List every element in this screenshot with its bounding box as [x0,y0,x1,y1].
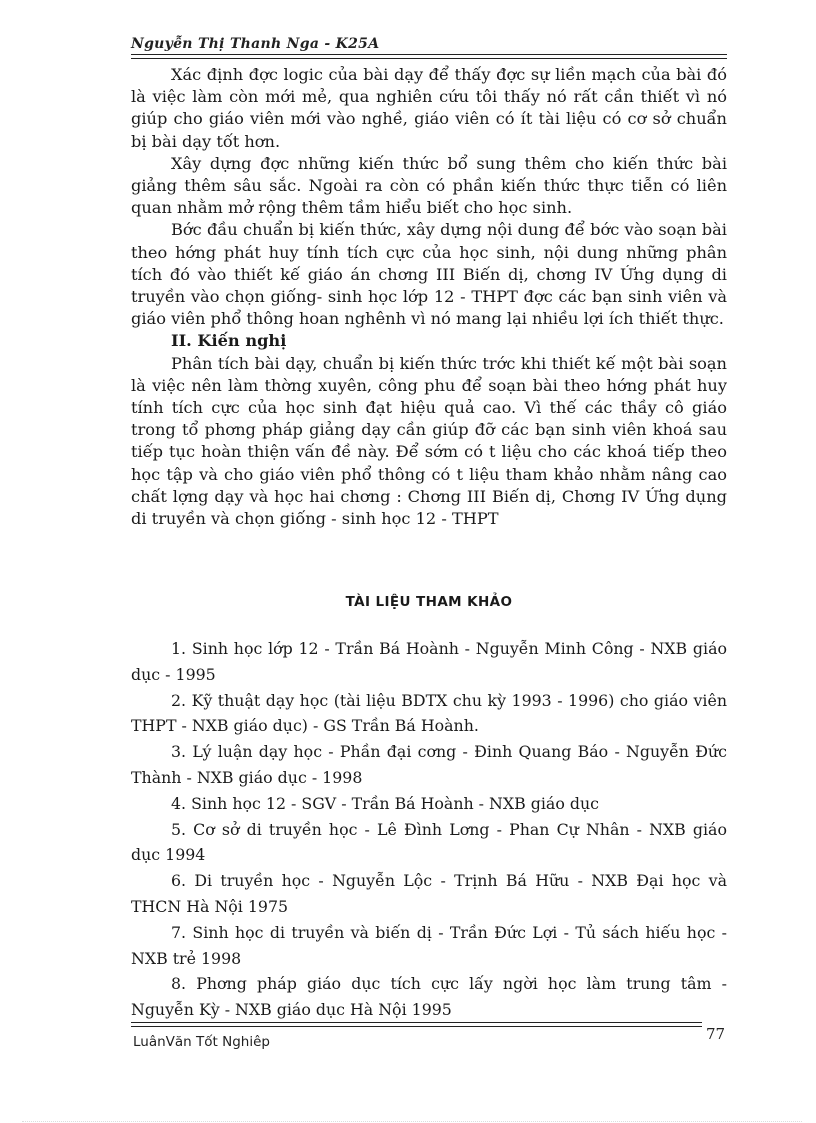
reference-item: 2. Kỹ thuật dạy học (tài liệu BDTX chu kỳ 1993 - 1996) cho giáo viên THPT - NXB giáo dục) - GS Trần Bá Hoành. [131,690,727,736]
paragraph: Bớc đầu chuẩn bị kiến thức, xây dựng nội dung để bớc vào soạn bài theo hớng phát huy tính tích cực của học sinh, nội dung những phân tích đó vào thiết kế giáo án chơng III Biến dị, chơng IV Ứng dụng di truyền vào chọn giống- sinh học lớp 12 - THPT đợc các bạn sinh viên và giáo viên phổ thông hoan nghênh vì nó mang lại nhiều lợi ích thiết thực. [131,220,727,329]
main-content [131,64,727,530]
reference-item: 7. Sinh học di truyền và biến dị - Trần Đức Lợi - Tủ sách hiếu học - NXB trẻ 1998 [131,922,727,968]
running-header-author: Nguyễn Thị Thanh Nga - K25A [131,36,380,52]
page-bottom-edge [22,1121,802,1122]
footer-title: LuânVăn Tốt Nghiêp [133,1034,270,1050]
footer-rule [131,1022,702,1023]
header-rule-thin [131,58,727,59]
references-list [131,636,727,1023]
reference-item: 8. Phơng pháp giáo dục tích cực lấy ngời học làm trung tâm - Nguyễn Kỳ - NXB giáo dục Hà Nội 1995 [131,974,727,1020]
page-number: 77 [706,1025,726,1043]
reference-item: 1. Sinh học lớp 12 - Trần Bá Hoành - Nguyễn Minh Công - NXB giáo dục - 1995 [131,639,727,684]
reference-item: 3. Lý luận dạy học - Phần đại cơng - Đinh Quang Báo - Nguyễn Đức Thành - NXB giáo dục - 1998 [131,742,727,787]
section-heading: II. Kiến nghị [171,331,287,351]
paragraph: Phân tích bài dạy, chuẩn bị kiến thức trớc khi thiết kế một bài soạn là việc nên làm thờng xuyên, công phu để soạn bài theo hớng phát huy tính tích cực của học sinh đạt hiệu quả cao. Vì thế các thầy cô giáo trong tổ phơng pháp giảng dạy cần giúp đỡ các bạn sinh viên khoá sau tiếp tục hoàn thiện vấn đề này. Để sớm có t liệu cho các khoá tiếp theo học tập và cho giáo viên phổ thông có t liệu tham khảo nhằm nâng cao chất lợng dạy và học hai chơng : Chơng III Biến dị, Chơng IV Ứng dụng di truyền và chọn giống - sinh học 12 - THPT [131,353,727,529]
reference-item: 6. Di truyền học - Nguyễn Lộc - Trịnh Bá Hữu - NXB Đại học và THCN Hà Nội 1975 [131,871,727,916]
reference-item: 4. Sinh học 12 - SGV - Trần Bá Hoành - NXB giáo dục [171,793,599,813]
header-rule [131,54,727,55]
footer-rule-thin [131,1026,702,1027]
references-title: TÀI LIỆU THAM KHẢO [345,594,513,610]
paragraph: Xây dựng đợc những kiến thức bổ sung thêm cho kiến thức bài giảng thêm sâu sắc. Ngoài ra còn có phần kiến thức thực tiễn có liên quan nhằm mở rộng thêm tầm hiểu biết cho học sinh. [131,153,727,218]
paragraph: Xác định đợc logic của bài dạy để thấy đợc sự liền mạch của bài đó là việc làm còn mới mẻ, qua nghiên cứu tôi thấy nó rất cần thiết vì nó giúp cho giáo viên mới vào nghề, giáo viên có ít tài liệu có cơ sở chuẩn bị bài dạy tốt hơn. [131,65,727,151]
reference-item: 5. Cơ sở di truyền học - Lê Đình Lơng - Phan Cự Nhân - NXB giáo dục 1994 [131,819,727,865]
